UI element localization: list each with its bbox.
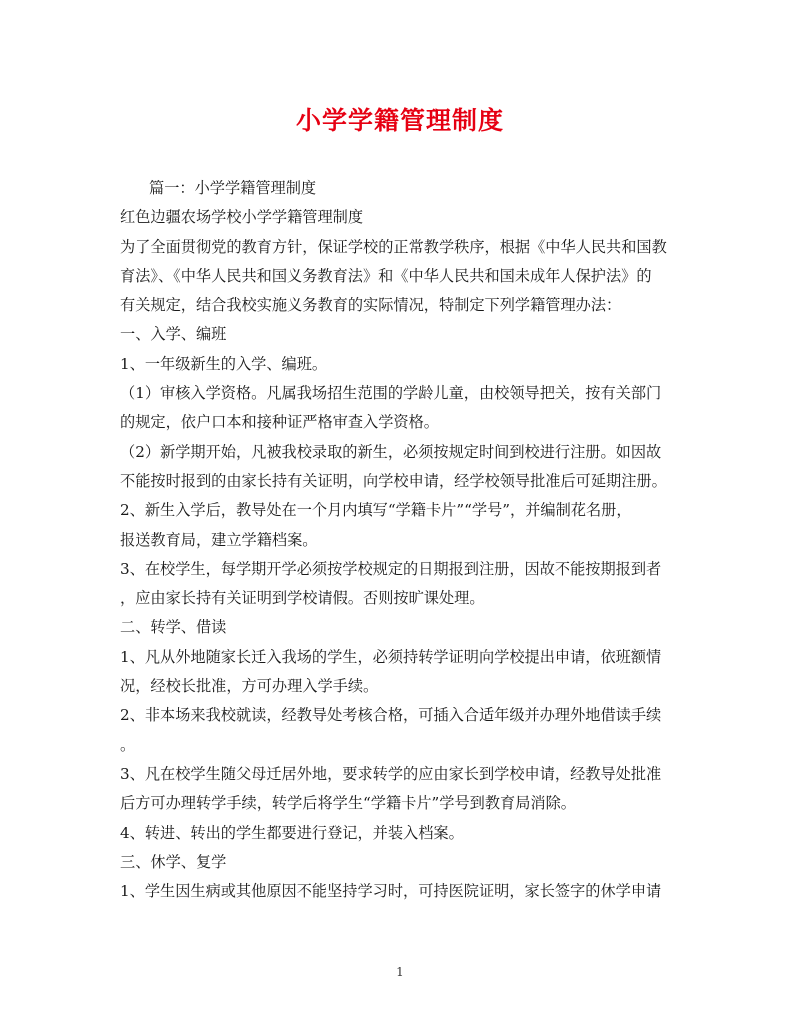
text-line: 的规定，依户口本和接种证严格审查入学资格。	[120, 413, 439, 432]
text-line: 4、转进、转出的学生都要进行登记，并装入档案。	[120, 823, 464, 842]
section-heading: 一、入学、编班	[120, 325, 227, 344]
text-line: 有关规定，结合我校实施义务教育的实际情况，特制定下列学籍管理办法：	[120, 296, 622, 315]
page-number: 1	[396, 965, 404, 979]
document-body	[120, 174, 685, 906]
text-line: 不能按时报到的由家长持有关证明，向学校申请，经学校领导批准后可延期注册。	[120, 471, 667, 490]
text-line: 3、凡在校学生随父母迁居外地，要求转学的应由家长到学校申请，经教导处批准	[120, 764, 662, 783]
text-line: 报送教育局，建立学籍档案。	[120, 530, 318, 549]
section-heading: 三、休学、复学	[120, 852, 227, 871]
text-line: ，应由家长持有关证明到学校请假。否则按旷课处理。	[120, 589, 485, 608]
text-line: （2）新学期开始，凡被我校录取的新生，必须按规定时间到校进行注册。如因故	[120, 442, 662, 461]
text-line: 1、凡从外地随家长迁入我场的学生，必须持转学证明向学校提出申请，依班额情	[120, 647, 662, 666]
text-line: 篇一：小学学籍管理制度	[149, 179, 317, 197]
text-line: 1、一年级新生的入学、编班。	[120, 354, 328, 373]
text-line: 后方可办理转学手续，转学后将学生“学籍卡片”学号到教育局消除。	[120, 794, 576, 813]
text-line: 况，经校长批准，方可办理入学手续。	[120, 677, 379, 696]
text-line: 1、学生因生病或其他原因不能坚持学习时，可持医院证明，家长签字的休学申请	[120, 882, 662, 901]
text-line: 红色边疆农场学校小学学籍管理制度	[120, 208, 363, 227]
section-heading: 二、转学、借读	[120, 618, 227, 637]
text-line: 2、新生入学后，教导处在一个月内填写“学籍卡片”“学号”，并编制花名册，	[120, 501, 632, 520]
text-line: 为了全面贯彻党的教育方针，保证学校的正常教学秩序，根据《中华人民共和国教	[120, 237, 667, 256]
text-line: 2、非本场来我校就读，经教导处考核合格，可插入合适年级并办理外地借读手续	[120, 706, 662, 725]
text-line: 育法》、《中华人民共和国义务教育法》和《中华人民共和国未成年人保护法》的	[120, 266, 652, 285]
document-title: 小学学籍管理制度	[295, 106, 504, 135]
text-line: （1）审核入学资格。凡属我场招生范围的学龄儿童，由校领导把关，按有关部门	[120, 384, 662, 403]
text-line: 3、在校学生，每学期开学必须按学校规定的日期报到注册，因故不能按期报到者	[120, 559, 662, 578]
text-line: 。	[120, 735, 136, 754]
